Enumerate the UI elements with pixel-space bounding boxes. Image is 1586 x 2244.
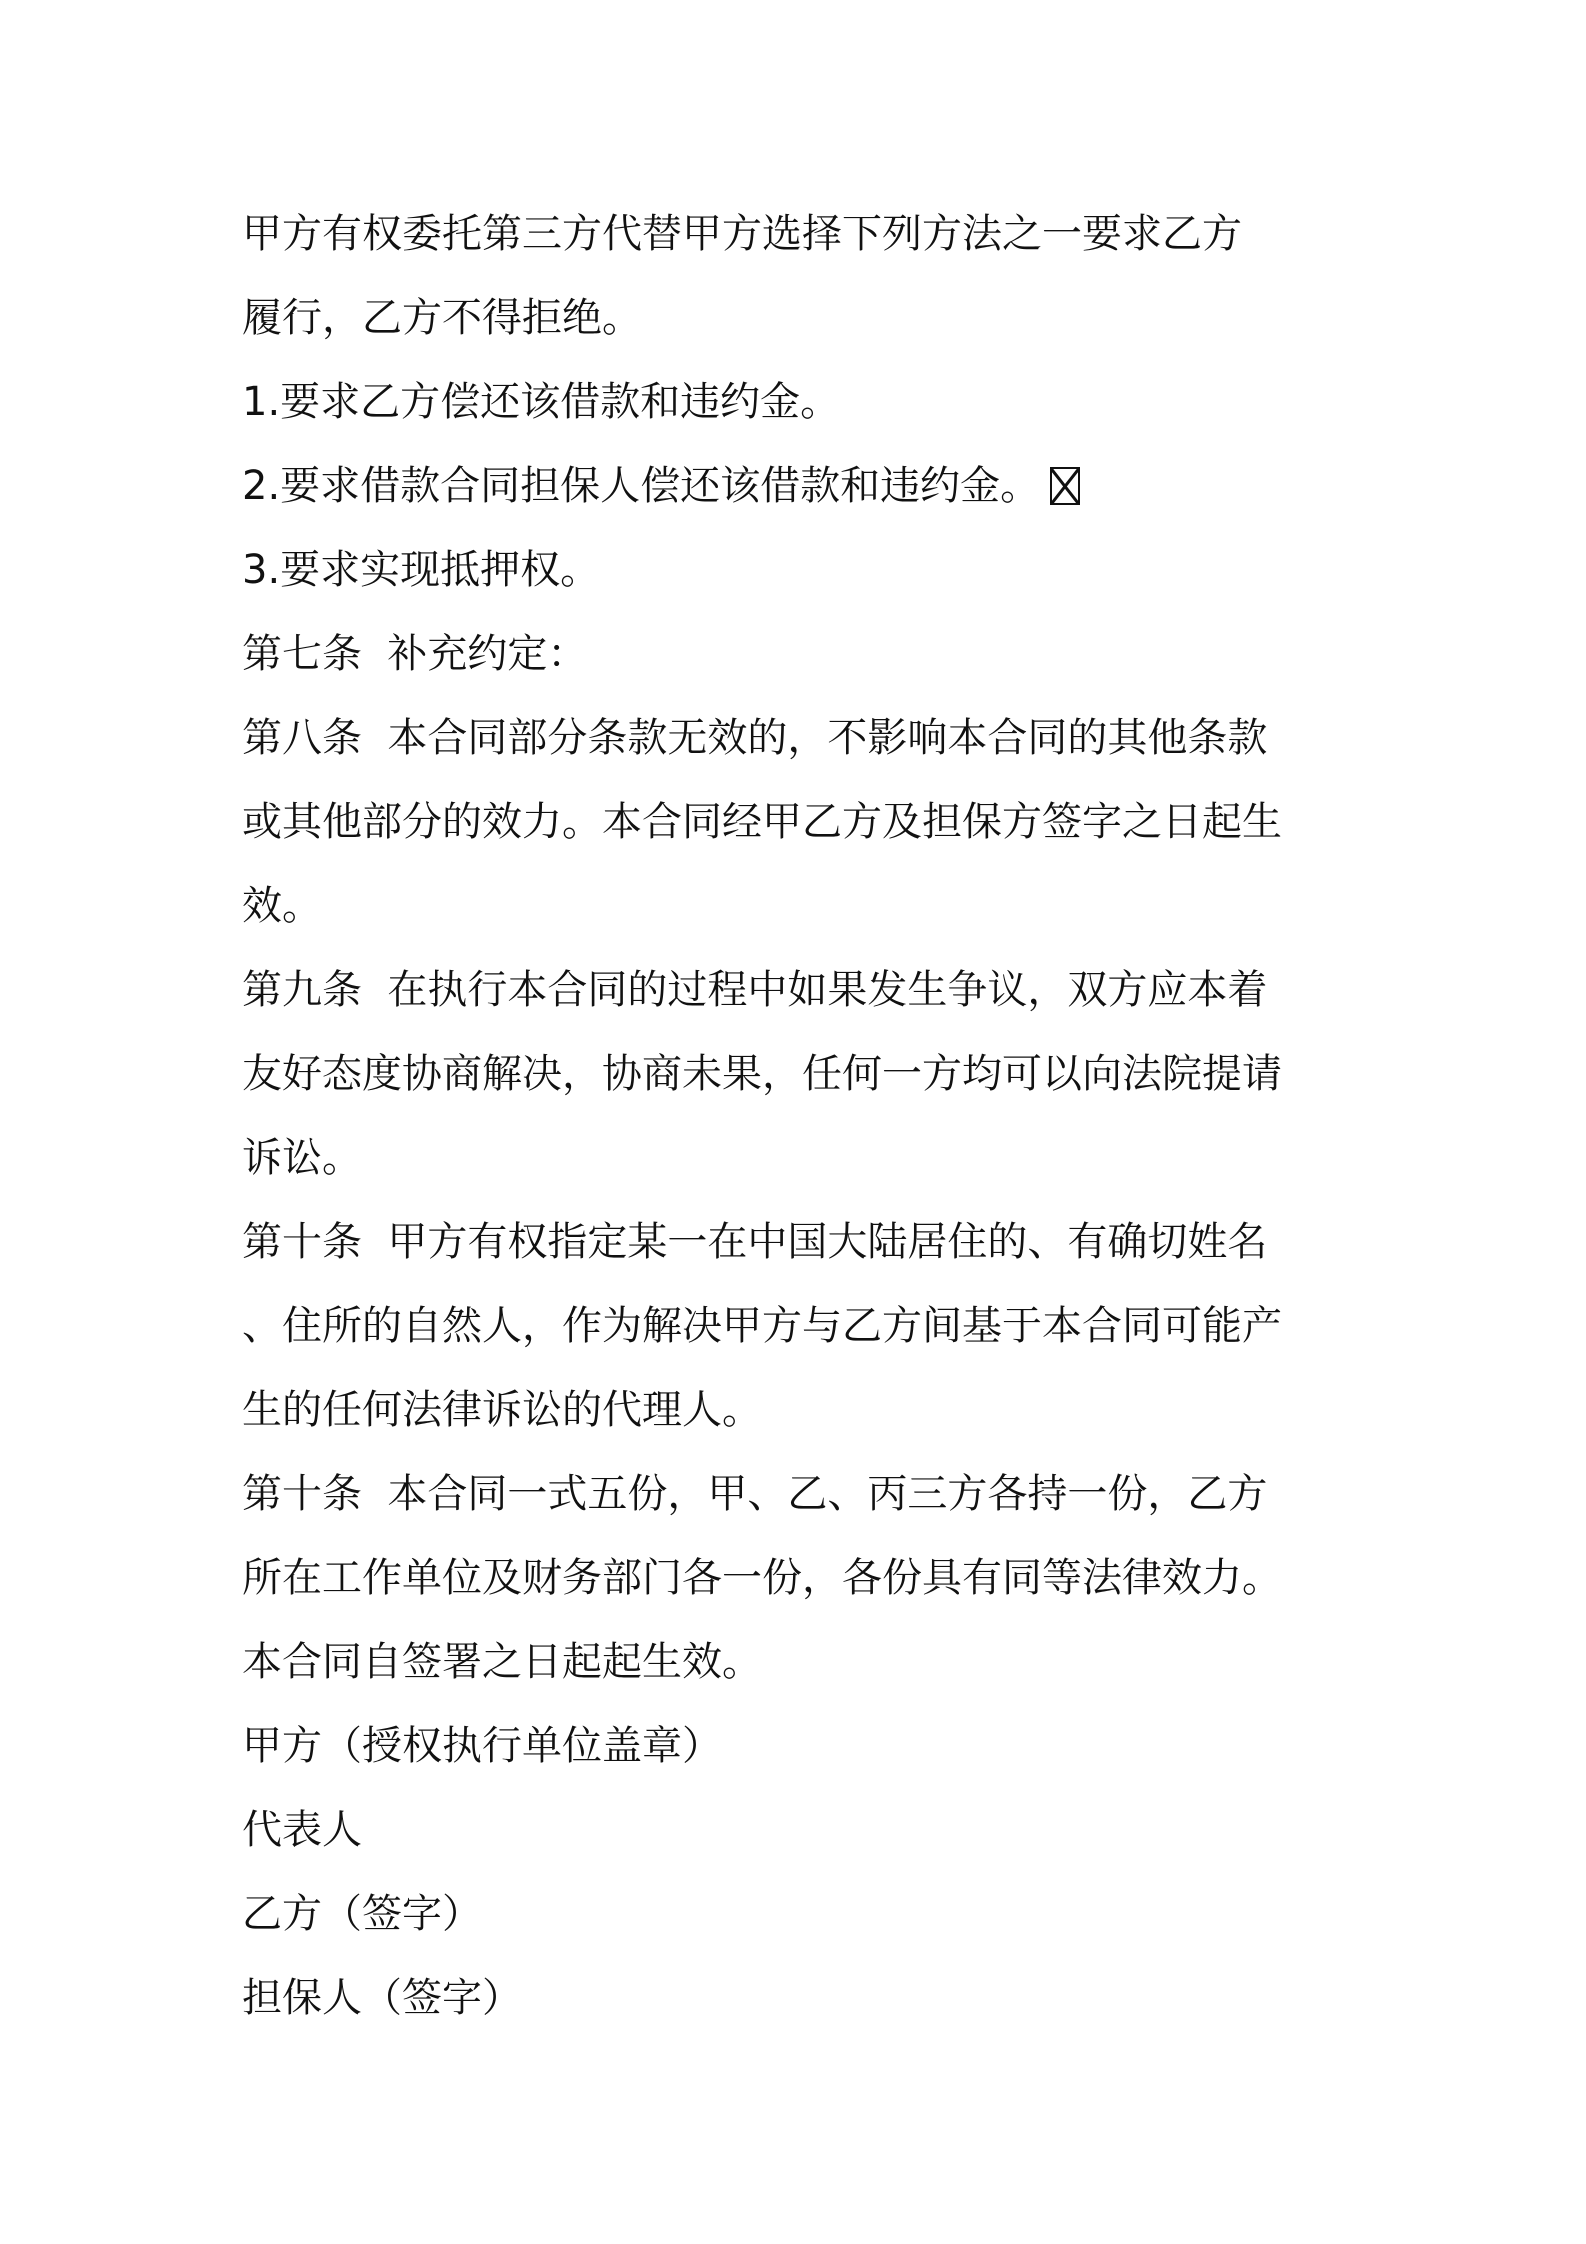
paragraph-article-8 (242, 696, 1362, 948)
paragraph-option-1 (242, 360, 1362, 444)
text-line: 担保人（签字） (242, 1975, 522, 2021)
text-line: 第七条 补充约定： (242, 631, 588, 677)
text-line: 第十条 甲方有权指定某一在中国大陆居住的、有确切姓名 (242, 1219, 1268, 1265)
text-line: 代表人 (242, 1807, 362, 1853)
signature-representative (242, 1788, 1362, 1872)
text-line: 乙方（签字） (242, 1891, 482, 1937)
text-line: 第九条 在执行本合同的过程中如果发生争议，双方应本着 (242, 967, 1268, 1013)
paragraph-article-10-agent (242, 1200, 1362, 1452)
paragraph-article-9 (242, 948, 1362, 1200)
text-line: 诉讼。 (242, 1135, 362, 1181)
text-line: 甲方（授权执行单位盖章） (242, 1723, 722, 1769)
paragraph-article-10-copies (242, 1452, 1362, 1704)
text-line: 友好态度协商解决，协商未果，任何一方均可以向法院提请 (242, 1051, 1282, 1097)
text-line (242, 444, 1362, 528)
text-line: 甲方有权委托第三方代替甲方选择下列方法之一要求乙方 (242, 211, 1242, 257)
text-line: 效。 (242, 883, 322, 929)
paragraph-option-2 (242, 444, 1362, 528)
text-line: 3.要求实现抵押权。 (242, 547, 601, 593)
text-line: 第十条 本合同一式五份，甲、乙、丙三方各持一份，乙方 (242, 1471, 1268, 1517)
signature-party-b (242, 1872, 1362, 1956)
paragraph-option-3 (242, 528, 1362, 612)
paragraph-delegation-clause (242, 192, 1362, 360)
document-body (242, 192, 1362, 2040)
text-line: 1.要求乙方偿还该借款和违约金。 (242, 379, 841, 425)
text-line: 所在工作单位及财务部门各一份，各份具有同等法律效力。 (242, 1555, 1282, 1601)
signature-party-a (242, 1704, 1362, 1788)
missing-glyph-box-icon (1050, 467, 1080, 505)
text-line: 或其他部分的效力。本合同经甲乙方及担保方签字之日起生 (242, 799, 1282, 845)
text-line-content: 2.要求借款合同担保人偿还该借款和违约金。 (242, 463, 1041, 509)
text-line: 生的任何法律诉讼的代理人。 (242, 1387, 762, 1433)
signature-guarantor (242, 1956, 1362, 2040)
text-line: 第八条 本合同部分条款无效的，不影响本合同的其他条款 (242, 715, 1268, 761)
text-line: 、住所的自然人，作为解决甲方与乙方间基于本合同可能产 (242, 1303, 1282, 1349)
text-line: 履行，乙方不得拒绝。 (242, 295, 642, 341)
text-line: 本合同自签署之日起起生效。 (242, 1639, 762, 1685)
paragraph-article-7 (242, 612, 1362, 696)
